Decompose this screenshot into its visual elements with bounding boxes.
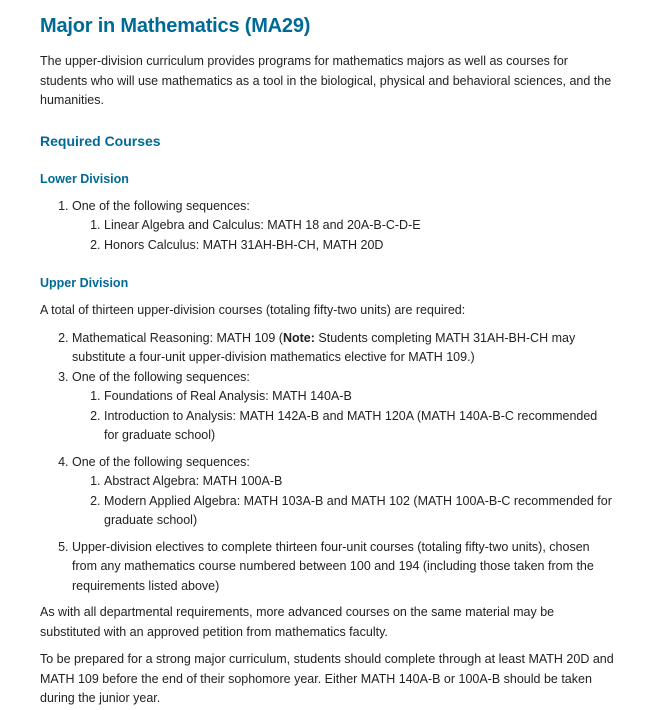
closing-paragraph: As with all departmental requirements, more advanced courses on the same material may be substituted with an approved petition from mathematics faculty.	[40, 605, 555, 639]
list-item: 2. Introduction to Analysis: MATH 142A-B and MATH 120A (MATH 140A-B-C recommended for graduate school)	[104, 407, 614, 446]
page-title: Major in Mathematics (MA29)	[40, 15, 311, 37]
list-item: 5. Upper-division electives to complete thirteen four-unit courses (totaling fifty-two units), chosen from any mathematics course numbered between 100 and 194 (including those taken from the requirements listed above)	[72, 538, 614, 597]
required-courses-heading: Required Courses	[40, 132, 161, 149]
list-item: 1. One of the following sequences: 1. Linear Algebra and Calculus: MATH 18 and 20A-B-C-D-E 2. Honors Calculus: MATH 31AH-BH-CH, MATH 20D	[72, 197, 614, 256]
list-item: 2. Honors Calculus: MATH 31AH-BH-CH, MATH 20D	[104, 236, 614, 256]
sub-list	[72, 387, 614, 446]
upper-division-intro: A total of thirteen upper-division courses (totaling fifty-two units) are required:	[40, 303, 466, 317]
list-item: 2. Mathematical Reasoning: MATH 109 (Note: Students completing MATH 31AH-BH-CH may substitute a four-unit upper-division mathematics elective for MATH 109.)	[72, 329, 614, 368]
note-label: Note:	[282, 330, 315, 345]
list-item: 4. One of the following sequences: 1. Abstract Algebra: MATH 100A-B 2. Modern Applied Algebra: MATH 103A-B and MATH 102 (MATH 100A-B-C recommended for graduate school)	[72, 453, 614, 531]
list-item: 2. Modern Applied Algebra: MATH 103A-B and MATH 102 (MATH 100A-B-C recommended for graduate school)	[104, 492, 614, 531]
sub-list	[72, 216, 614, 255]
closing-paragraph: To be prepared for a strong major curriculum, students should complete through at least MATH 20D and MATH 109 before the end of their sophomore year. Either MATH 140A-B or 100A-B should be taken during the junior year.	[40, 652, 614, 705]
list-item: 3. One of the following sequences: 1. Foundations of Real Analysis: MATH 140A-B 2. Introduction to Analysis: MATH 142A-B and MATH 120A (MATH 140A-B-C recommended for graduate school)	[72, 368, 614, 446]
sub-list	[72, 472, 614, 531]
list-item: 1. Abstract Algebra: MATH 100A-B	[104, 472, 614, 492]
list-item: 1. Foundations of Real Analysis: MATH 140A-B	[104, 387, 614, 407]
list-item: 1. Linear Algebra and Calculus: MATH 18 and 20A-B-C-D-E	[104, 216, 614, 236]
lower-division-list	[40, 197, 614, 256]
intro-paragraph: The upper-division curriculum provides programs for mathematics majors as well as courses for students who will use mathematics as a tool in the biological, physical and behavioral sciences, and the humanities.	[40, 54, 612, 107]
upper-division-list	[40, 329, 614, 597]
lower-division-heading: Lower Division	[40, 171, 129, 186]
upper-division-heading: Upper Division	[40, 276, 129, 290]
